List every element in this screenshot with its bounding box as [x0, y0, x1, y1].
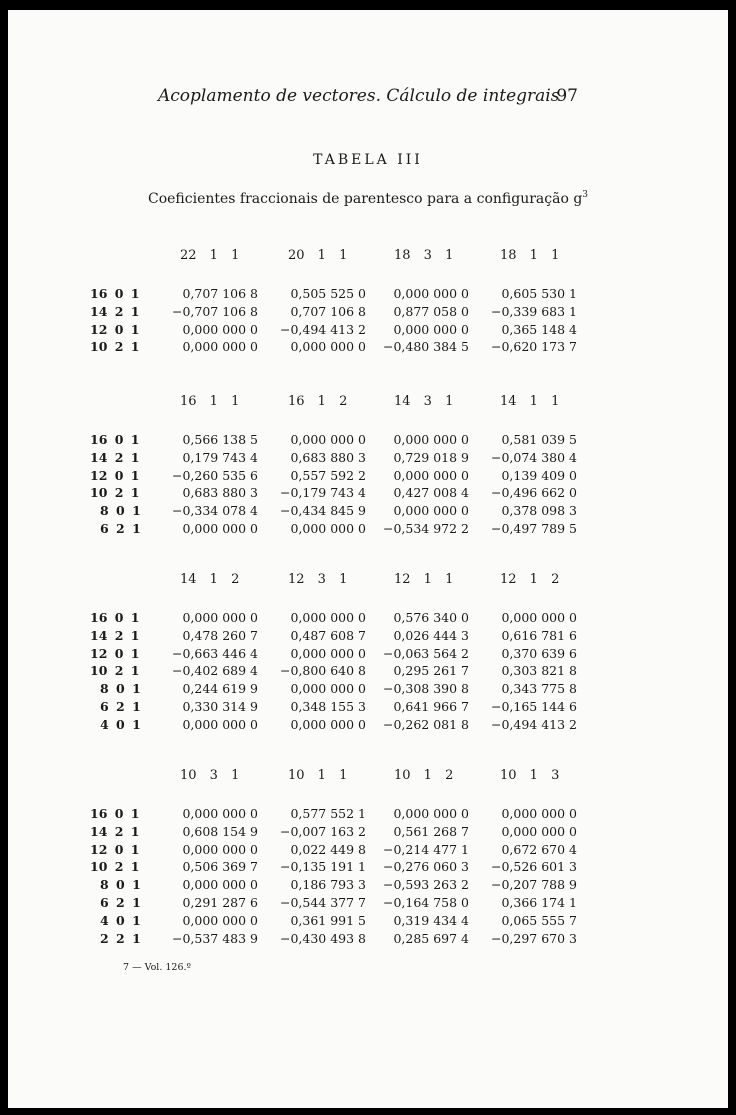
- column-header: 22 1 1: [180, 248, 240, 263]
- table-row: [8, 931, 728, 948]
- row-label: 8 0 1: [100, 681, 141, 697]
- table-row: [8, 699, 728, 716]
- table-cell: −0,496 662 0: [490, 485, 577, 501]
- row-label: 2 2 1: [100, 930, 141, 946]
- table-cell: 0,577 552 1: [290, 806, 366, 821]
- row-label: 16 0 1: [90, 610, 140, 625]
- running-title: Acoplamento de vectores. Cálculo de integrais: [158, 86, 560, 106]
- table-row: [8, 432, 728, 449]
- column-header: 16 1 1: [180, 394, 240, 409]
- column-header: 18 3 1: [394, 248, 454, 263]
- table-cell: 0,343 775 8: [501, 681, 577, 697]
- table-cell: 0,000 000 0: [393, 286, 469, 301]
- table-caption: [8, 190, 728, 207]
- table-row: [8, 717, 728, 734]
- table-cell: −0,620 173 7: [490, 339, 577, 355]
- row-label: 10 2 1: [90, 485, 140, 501]
- table-cell: −0,434 845 9: [279, 503, 366, 519]
- table-cell: 0,186 793 3: [290, 877, 366, 893]
- table-cell: 0,378 098 3: [501, 503, 577, 519]
- table-row: [8, 663, 728, 680]
- table-cell: 0,366 174 1: [501, 895, 577, 910]
- table-cell: −0,537 483 9: [171, 930, 258, 946]
- table-row: [8, 503, 728, 520]
- table-cell: 0,683 880 3: [182, 485, 258, 501]
- row-label: 10 2 1: [90, 339, 140, 355]
- column-header-row: [8, 394, 728, 414]
- table-cell: 0,576 340 0: [393, 610, 469, 625]
- table-cell: 0,557 592 2: [290, 467, 366, 483]
- table-cell: 0,026 444 3: [393, 627, 469, 643]
- table-cell: 0,000 000 0: [290, 521, 366, 536]
- table-row: [8, 450, 728, 467]
- table-cell: −0,260 535 6: [171, 467, 258, 483]
- table-row: [8, 842, 728, 859]
- row-label: 16 0 1: [90, 286, 140, 301]
- table-cell: −0,262 081 8: [382, 716, 469, 732]
- running-header: [158, 86, 578, 116]
- table-cell: 0,000 000 0: [501, 806, 577, 821]
- table-cell: −0,663 446 4: [171, 645, 258, 661]
- table-cell: 0,179 743 4: [182, 449, 258, 465]
- table-title: TABELA III: [313, 152, 423, 168]
- table-cell: 0,000 000 0: [182, 610, 258, 625]
- column-header: 10 1 3: [500, 768, 560, 783]
- table-cell: 0,478 260 7: [182, 627, 258, 643]
- table-row: [8, 610, 728, 627]
- row-label: 6 2 1: [100, 895, 141, 910]
- table-row: [8, 859, 728, 876]
- table-cell: 0,000 000 0: [182, 339, 258, 355]
- row-label: 10 2 1: [90, 663, 140, 679]
- table-cell: 0,729 018 9: [393, 449, 469, 465]
- table-cell: −0,497 789 5: [490, 521, 577, 536]
- footnote: 7 — Vol. 126.º: [123, 962, 191, 973]
- caption-text: Coeficientes fraccionais de parentesco para a configuração g: [147, 191, 583, 207]
- table-cell: −0,480 384 5: [382, 339, 469, 355]
- table-cell: 0,139 409 0: [501, 467, 577, 483]
- table-row: [8, 877, 728, 894]
- row-label: 16 0 1: [90, 432, 140, 447]
- table-cell: 0,000 000 0: [182, 912, 258, 928]
- table-row: [8, 286, 728, 303]
- table-cell: 0,000 000 0: [393, 806, 469, 821]
- table-cell: 0,000 000 0: [393, 467, 469, 483]
- table-cell: 0,244 619 9: [182, 681, 258, 697]
- table-cell: −0,494 413 2: [490, 716, 577, 732]
- table-cell: 0,487 608 7: [290, 627, 366, 643]
- table-row: [8, 322, 728, 339]
- table-cell: 0,291 287 6: [182, 895, 258, 910]
- page-number: 97: [556, 86, 578, 106]
- table-cell: 0,877 058 0: [393, 303, 469, 319]
- row-label: 6 2 1: [100, 699, 141, 714]
- table-cell: −0,526 601 3: [490, 859, 577, 875]
- column-header-row: [8, 768, 728, 788]
- table-cell: 0,000 000 0: [290, 645, 366, 661]
- table-cell: 0,000 000 0: [182, 521, 258, 536]
- table-cell: −0,179 743 4: [279, 485, 366, 501]
- table-cell: 0,000 000 0: [290, 681, 366, 697]
- row-label: 8 0 1: [100, 503, 141, 519]
- table-cell: 0,330 314 9: [182, 699, 258, 714]
- column-header: 14 3 1: [394, 394, 454, 409]
- table-cell: 0,000 000 0: [290, 716, 366, 732]
- table-cell: −0,544 377 7: [279, 895, 366, 910]
- table-cell: 0,000 000 0: [182, 716, 258, 732]
- table-cell: 0,361 991 5: [290, 912, 366, 928]
- column-header: 12 3 1: [288, 572, 348, 587]
- caption-superscript: 3: [582, 190, 589, 200]
- column-header: 14 1 2: [180, 572, 240, 587]
- table-cell: 0,605 530 1: [501, 286, 577, 301]
- row-label: 14 2 1: [90, 303, 140, 319]
- table-cell: 0,319 434 4: [393, 912, 469, 928]
- table-cell: −0,063 564 2: [382, 645, 469, 661]
- table-cell: −0,276 060 3: [382, 859, 469, 875]
- column-header: 10 1 1: [288, 768, 348, 783]
- table-cell: 0,365 148 4: [501, 321, 577, 337]
- table-cell: 0,000 000 0: [182, 841, 258, 857]
- table-cell: 0,561 268 7: [393, 823, 469, 839]
- row-label: 8 0 1: [100, 877, 141, 893]
- table-cell: 0,000 000 0: [290, 432, 366, 447]
- table-cell: −0,593 263 2: [382, 877, 469, 893]
- column-header: 12 1 1: [394, 572, 454, 587]
- table-cell: 0,000 000 0: [182, 806, 258, 821]
- table-cell: 0,022 449 8: [290, 841, 366, 857]
- table-cell: 0,065 555 7: [501, 912, 577, 928]
- table-row: [8, 681, 728, 698]
- table-cell: −0,494 413 2: [279, 321, 366, 337]
- row-label: 12 0 1: [90, 841, 140, 857]
- row-label: 10 2 1: [90, 859, 140, 875]
- column-header: 10 1 2: [394, 768, 454, 783]
- row-label: 16 0 1: [90, 806, 140, 821]
- page: [8, 10, 728, 1108]
- table-row: [8, 913, 728, 930]
- table-cell: −0,007 163 2: [279, 823, 366, 839]
- column-header: 12 1 2: [500, 572, 560, 587]
- table-cell: 0,683 880 3: [290, 449, 366, 465]
- table-cell: 0,295 261 7: [393, 663, 469, 679]
- table-cell: 0,303 821 8: [501, 663, 577, 679]
- table-cell: 0,505 525 0: [290, 286, 366, 301]
- table-cell: −0,135 191 1: [279, 859, 366, 875]
- table-row: [8, 339, 728, 356]
- table-cell: 0,000 000 0: [290, 610, 366, 625]
- column-header: 16 1 2: [288, 394, 348, 409]
- table-cell: 0,608 154 9: [182, 823, 258, 839]
- table-row: [8, 824, 728, 841]
- table-cell: 0,000 000 0: [501, 610, 577, 625]
- table-cell: −0,165 144 6: [490, 699, 577, 714]
- table-row: [8, 895, 728, 912]
- table-cell: 0,000 000 0: [393, 321, 469, 337]
- table-row: [8, 646, 728, 663]
- column-header: 18 1 1: [500, 248, 560, 263]
- table-cell: −0,339 683 1: [490, 303, 577, 319]
- table-cell: 0,427 008 4: [393, 485, 469, 501]
- table-cell: −0,334 078 4: [171, 503, 258, 519]
- table-cell: 0,707 106 8: [290, 303, 366, 319]
- row-label: 14 2 1: [90, 627, 140, 643]
- row-label: 12 0 1: [90, 645, 140, 661]
- table-cell: −0,402 689 4: [171, 663, 258, 679]
- table-cell: 0,641 966 7: [393, 699, 469, 714]
- row-label: 12 0 1: [90, 321, 140, 337]
- table-row: [8, 806, 728, 823]
- row-label: 6 2 1: [100, 521, 141, 536]
- table-cell: −0,074 380 4: [490, 449, 577, 465]
- table-cell: 0,000 000 0: [393, 432, 469, 447]
- column-header: 20 1 1: [288, 248, 348, 263]
- table-cell: 0,000 000 0: [290, 339, 366, 355]
- table-row: [8, 468, 728, 485]
- table-row: [8, 485, 728, 502]
- table-cell: 0,506 369 7: [182, 859, 258, 875]
- row-label: 14 2 1: [90, 449, 140, 465]
- table-row: [8, 521, 728, 538]
- table-cell: −0,164 758 0: [382, 895, 469, 910]
- table-cell: 0,000 000 0: [182, 877, 258, 893]
- table-cell: −0,707 106 8: [171, 303, 258, 319]
- table-cell: 0,370 639 6: [501, 645, 577, 661]
- table-cell: −0,430 493 8: [279, 930, 366, 946]
- table-cell: −0,207 788 9: [490, 877, 577, 893]
- table-cell: 0,285 697 4: [393, 930, 469, 946]
- table-cell: 0,581 039 5: [501, 432, 577, 447]
- column-header-row: [8, 572, 728, 592]
- table-row: [8, 628, 728, 645]
- table-cell: −0,534 972 2: [382, 521, 469, 536]
- row-label: 12 0 1: [90, 467, 140, 483]
- row-label: 4 0 1: [100, 912, 141, 928]
- column-header: 10 3 1: [180, 768, 240, 783]
- table-cell: 0,000 000 0: [182, 321, 258, 337]
- row-label: 14 2 1: [90, 823, 140, 839]
- table-cell: −0,800 640 8: [279, 663, 366, 679]
- table-cell: 0,566 138 5: [182, 432, 258, 447]
- table-cell: −0,214 477 1: [382, 841, 469, 857]
- table-cell: 0,672 670 4: [501, 841, 577, 857]
- column-header-row: [8, 248, 728, 268]
- table-cell: 0,000 000 0: [501, 823, 577, 839]
- row-label: 4 0 1: [100, 716, 141, 732]
- column-header: 14 1 1: [500, 394, 560, 409]
- table-cell: −0,308 390 8: [382, 681, 469, 697]
- table-cell: 0,348 155 3: [290, 699, 366, 714]
- table-row: [8, 304, 728, 321]
- table-cell: 0,000 000 0: [393, 503, 469, 519]
- table-cell: −0,297 670 3: [490, 930, 577, 946]
- table-cell: 0,616 781 6: [501, 627, 577, 643]
- table-cell: 0,707 106 8: [182, 286, 258, 301]
